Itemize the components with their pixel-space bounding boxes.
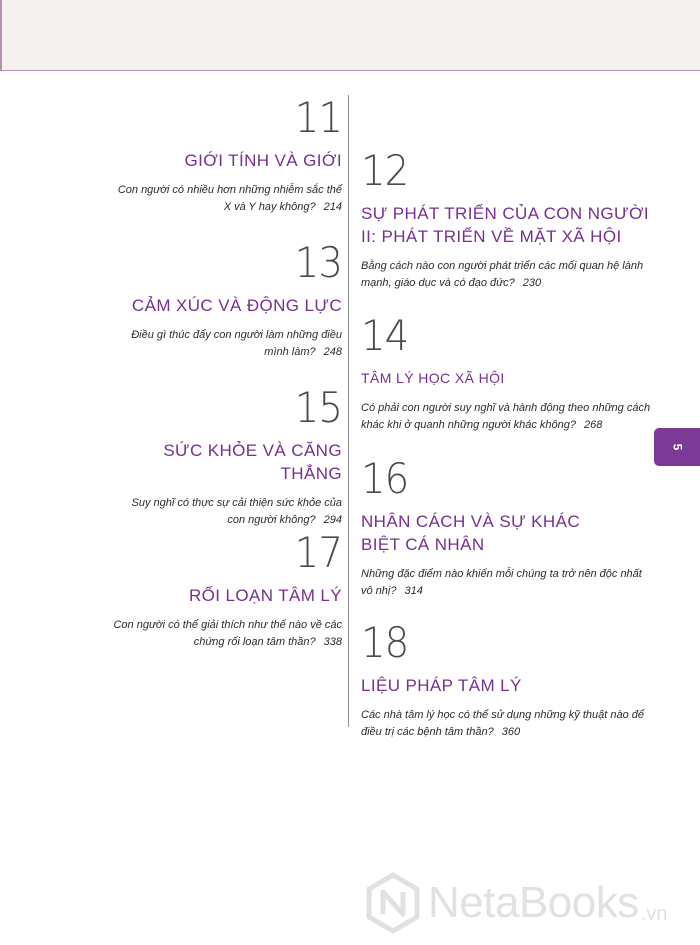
chapter-entry-18[interactable]	[361, 618, 651, 741]
chapter-number: 16	[361, 454, 409, 503]
chapter-page-number: 338	[323, 636, 342, 648]
page-number-label: 5	[670, 443, 684, 451]
netabooks-logo-icon	[364, 872, 422, 934]
column-divider	[348, 95, 349, 727]
chapter-page-number: 294	[323, 514, 342, 526]
watermark	[364, 872, 667, 934]
chapter-page-number: 214	[323, 201, 342, 213]
chapter-title[interactable]: TÂM LÝ HỌC XÃ HỘI	[361, 370, 505, 386]
watermark-suffix: .vn	[640, 903, 668, 925]
chapter-number: 12	[361, 146, 409, 195]
chapter-entry-11[interactable]	[112, 93, 342, 216]
chapter-page-number: 230	[522, 277, 542, 289]
chapter-entry-16[interactable]	[361, 454, 651, 600]
chapter-title[interactable]: LIỆU PHÁP TÂM LÝ	[361, 676, 522, 695]
chapter-number: 18	[361, 618, 409, 667]
chapter-description: Điều gì thúc đẩy con người làm những điều mình làm? 248	[131, 329, 342, 358]
chapter-number: 15	[294, 383, 342, 432]
chapter-number: 14	[361, 311, 409, 360]
chapter-entry-14[interactable]	[361, 311, 651, 434]
chapter-entry-13[interactable]	[112, 238, 342, 361]
chapter-description: Những đặc điểm nào khiến mỗi chúng ta trở nên độc nhất vô nhị? 314	[361, 568, 642, 597]
chapter-page-number: 360	[501, 726, 521, 738]
chapter-page-number: 268	[584, 419, 603, 431]
chapter-title[interactable]: NHÂN CÁCH VÀ SỰ KHÁC BIỆT CÁ NHÂN	[361, 512, 580, 554]
chapter-title[interactable]: GIỚI TÍNH VÀ GIỚI	[184, 151, 342, 170]
chapter-description: Bằng cách nào con người phát triển các mối quan hệ lành mạnh, giáo dục và có đạo đức? 230	[361, 260, 644, 289]
chapter-number: 11	[294, 93, 342, 142]
chapter-title[interactable]: CẢM XÚC VÀ ĐỘNG LỰC	[131, 296, 342, 315]
chapter-title[interactable]: SỨC KHỎE VÀ CĂNG THẲNG	[163, 441, 342, 483]
chapter-description: Suy nghĩ có thực sự cải thiện sức khỏe của con người không? 294	[131, 497, 342, 526]
chapter-number: 13	[294, 238, 342, 287]
chapter-entry-12[interactable]	[361, 146, 651, 292]
chapter-entry-17[interactable]	[112, 528, 342, 651]
chapter-title[interactable]: SỰ PHÁT TRIỂN CỦA CON NGƯỜI II: PHÁT TRIỂN VỀ MẶT XÃ HỘI	[361, 204, 650, 246]
chapter-title[interactable]: RỐI LOẠN TÂM LÝ	[188, 586, 342, 605]
chapter-description: Có phải con người suy nghĩ và hành động theo những cách khác khi ở quanh những người khác không? 268	[361, 402, 651, 431]
chapter-page-number: 248	[323, 346, 342, 358]
watermark-name: NetaBooks	[428, 878, 639, 927]
page-number-tab	[654, 428, 700, 466]
chapter-number: 17	[294, 528, 342, 577]
chapter-description: Con người có nhiều hơn những nhiễm sắc thể X và Y hay không? 214	[117, 184, 342, 213]
chapter-entry-15[interactable]	[112, 383, 342, 529]
header-border-accent	[0, 0, 2, 70]
chapter-description: Con người có thể giải thích như thế nào về các chứng rối loạn tâm thần? 338	[113, 619, 342, 648]
chapter-description: Các nhà tâm lý học có thể sử dụng những kỹ thuật nào để điều trị các bệnh tâm thần? 360	[361, 709, 645, 738]
chapter-page-number: 314	[404, 585, 423, 597]
top-header-band	[0, 0, 700, 71]
